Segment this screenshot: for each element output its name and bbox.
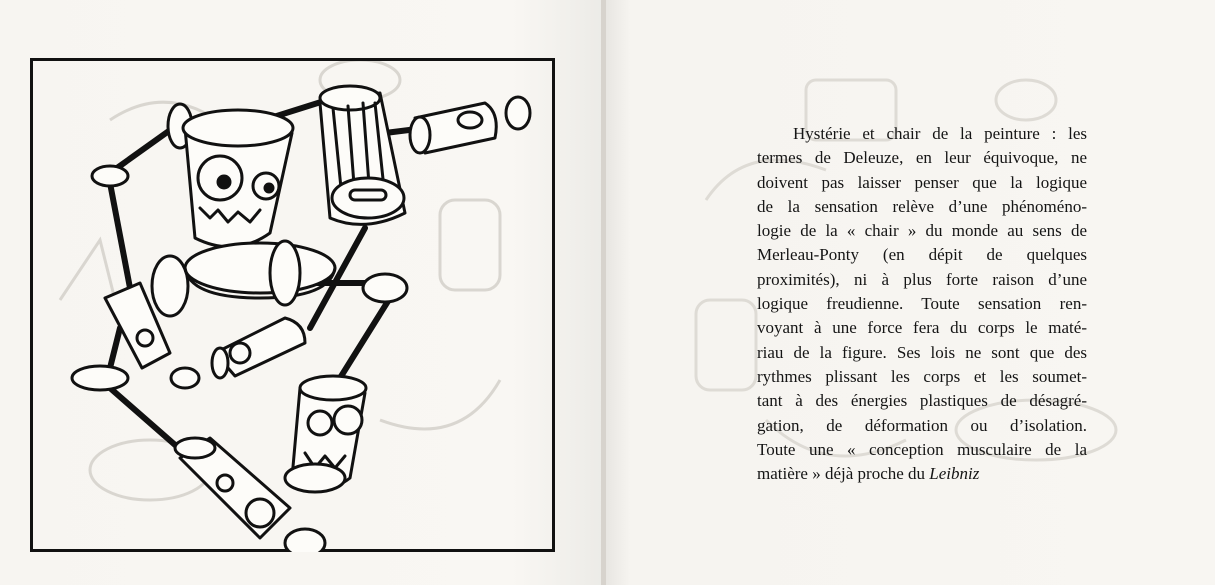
body-paragraph (757, 122, 1087, 486)
text-line-last (757, 462, 1087, 486)
text-line: riau de la figure. Ses lois ne sont que des (757, 342, 1087, 362)
text-line: termes de Deleuze, en leur équivoque, ne (757, 148, 1087, 168)
left-page (0, 0, 603, 585)
text-line: logie de la « chair » du monde au sens de (757, 221, 1087, 241)
italic-word: Leibniz (929, 464, 980, 484)
text-line: logique freudienne. Toute sensation ren- (757, 294, 1087, 314)
text-line: doivent pas laisser penser que la logique (757, 172, 1087, 192)
text-line: Toute une « conception musculaire de la (757, 439, 1087, 459)
text-line: de la sensation relève d’une phénoméno- (757, 196, 1087, 216)
text-line-last-plain: matière » déjà proche du (757, 464, 930, 484)
text-line: Merleau-Ponty (en dépit de quelques (757, 245, 1087, 265)
text-line: voyant à une force fera du corps le maté- (757, 318, 1087, 338)
text-line: rythmes plissant les corps et les soumet- (757, 366, 1087, 386)
text-line: proximités), ni à plus forte raison d’une (757, 269, 1087, 289)
text-line: gation, de déformation ou d’isolation. (757, 415, 1087, 435)
text-line: tant à des énergies plastiques de désagré- (757, 391, 1087, 411)
text-line: Hystérie et chair de la peinture : les (793, 124, 1087, 143)
robot-illustration (30, 58, 555, 552)
